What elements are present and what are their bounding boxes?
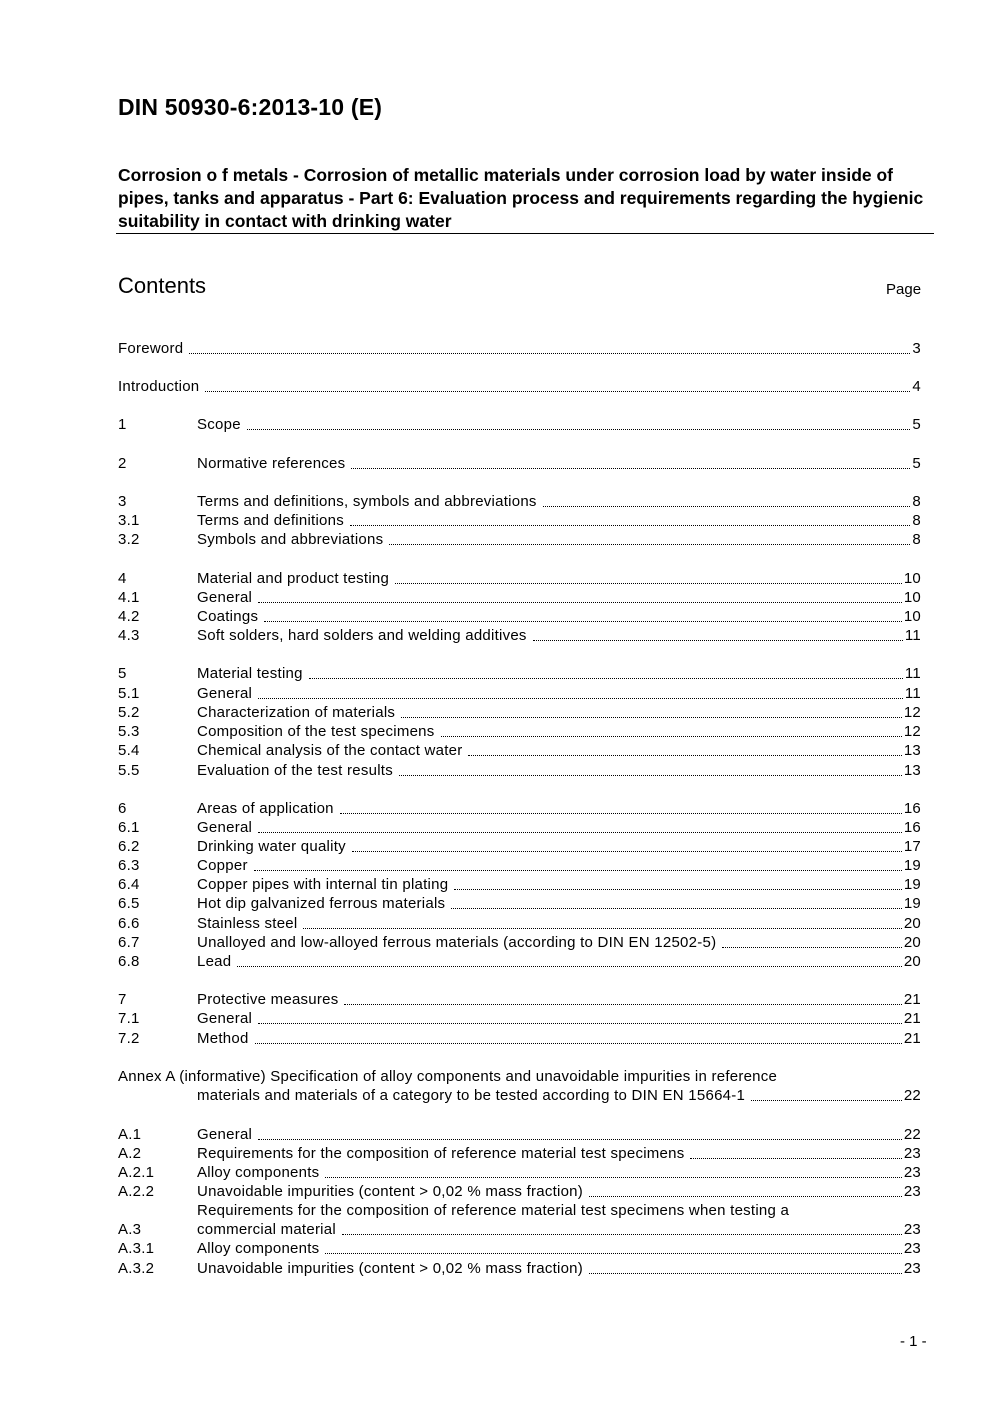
toc-entry[interactable] [118, 952, 921, 971]
toc-entry-text-line1: Requirements for the composition of reference material test specimens when testing a [197, 1202, 790, 1219]
toc-entry[interactable] [118, 1182, 921, 1201]
toc-entry-page: 22 [903, 1126, 921, 1143]
toc-entry-page: 13 [903, 762, 921, 779]
toc-entry-title: materials and materials of a category to be tested according to DIN EN 15664-1 [197, 1087, 746, 1104]
toc-entry-number: 3 [118, 493, 127, 510]
toc-entry-page: 23 [903, 1221, 921, 1238]
toc-entry-number: 5 [118, 665, 127, 682]
toc-entry[interactable] [118, 415, 921, 434]
toc-entry-page: 13 [903, 742, 921, 759]
contents-heading: Contents [118, 273, 207, 298]
dot-leader [722, 947, 901, 948]
toc-entry-number: 7.2 [118, 1030, 140, 1047]
toc-entry[interactable] [118, 377, 921, 396]
toc-entry[interactable] [118, 492, 921, 511]
toc-entry-page: 5 [912, 455, 921, 472]
dot-leader [255, 1043, 902, 1044]
dot-leader [690, 1158, 901, 1159]
page-column-heading: Page [886, 281, 922, 298]
toc-entry[interactable] [118, 1259, 921, 1278]
toc-entry-page: 4 [912, 378, 921, 395]
toc-entry-page: 3 [912, 340, 921, 357]
toc-entry-title: Scope [197, 416, 241, 433]
toc-entry[interactable] [118, 1125, 921, 1144]
toc-entry-title: Normative references [197, 455, 346, 472]
toc-entry-title: Unalloyed and low-alloyed ferrous materials (according to DIN EN 12502-5) [197, 934, 717, 951]
toc-entry-number: 7.1 [118, 1010, 140, 1027]
dot-leader [533, 640, 903, 641]
toc-entry[interactable] [118, 626, 921, 645]
toc-entry-number: A.3.2 [118, 1260, 155, 1277]
toc-entry-page: 12 [903, 704, 921, 721]
toc-entry-page: 8 [912, 531, 921, 548]
page-number: - 1 - [900, 1333, 927, 1350]
toc-entry-title: General [197, 1010, 253, 1027]
toc-entry-title: Protective measures [197, 991, 339, 1008]
toc-entry[interactable] [118, 1163, 921, 1182]
toc-entry-title: Lead [197, 953, 232, 970]
dot-leader [543, 506, 911, 507]
dot-leader [441, 736, 902, 737]
toc-entry-title: Evaluation of the test results [197, 762, 393, 779]
dot-leader [325, 1253, 901, 1254]
document-title: Corrosion o f metals - Corrosion of metallic materials under corrosion load by water inside of pipes, tanks and apparatus - Part 6: Evaluation process and requirements regarding the hygienic suitability in contact with drinking water [118, 165, 924, 231]
toc-entry-title: Requirements for the composition of reference material test specimens [197, 1145, 685, 1162]
dot-leader [395, 583, 902, 584]
dot-leader [254, 870, 902, 871]
dot-leader [399, 775, 902, 776]
toc-entry-number: A.2.1 [118, 1164, 155, 1181]
title-divider [116, 233, 934, 234]
toc-entry-title: Material testing [197, 665, 303, 682]
toc-entry-title: Soft solders, hard solders and welding additives [197, 627, 527, 644]
toc-entry[interactable] [118, 1220, 921, 1239]
toc-entry[interactable] [118, 1144, 921, 1163]
dot-leader [258, 698, 903, 699]
toc-entry-title: Alloy components [197, 1240, 320, 1257]
toc-entry-page: 16 [903, 819, 921, 836]
toc-entry-title: Stainless steel [197, 915, 298, 932]
toc-entry-title: Drinking water quality [197, 838, 346, 855]
toc-entry-number: 6.5 [118, 895, 140, 912]
toc-entry-number: A.1 [118, 1126, 142, 1143]
toc-entry-page: 10 [903, 589, 921, 606]
toc-entry-page: 23 [903, 1145, 921, 1162]
toc-entry[interactable] [118, 664, 921, 683]
dot-leader [237, 966, 901, 967]
dot-leader [205, 391, 910, 392]
toc-entry[interactable] [118, 990, 921, 1009]
toc-entry[interactable] [118, 684, 921, 703]
toc-entry-title: Chemical analysis of the contact water [197, 742, 463, 759]
toc-entry[interactable] [118, 761, 921, 780]
toc-entry-number: 6.4 [118, 876, 140, 893]
toc-entry[interactable] [118, 933, 921, 952]
dot-leader [258, 1139, 902, 1140]
toc-entry-title: General [197, 685, 253, 702]
toc-entry-title: Symbols and abbreviations [197, 531, 384, 548]
toc-entry-number: 3.1 [118, 512, 140, 529]
toc-entry-title: Terms and definitions, symbols and abbreviations [197, 493, 537, 510]
toc-entry-title: Introduction [118, 378, 200, 395]
toc-entry-page: 16 [903, 800, 921, 817]
toc-entry-title: General [197, 589, 253, 606]
toc-entry-title: Coatings [197, 608, 259, 625]
toc-entry-page: 20 [903, 953, 921, 970]
dot-leader [589, 1196, 902, 1197]
toc-entry[interactable] [118, 530, 921, 549]
toc-entry[interactable] [118, 511, 921, 530]
toc-entry[interactable] [118, 569, 921, 588]
toc-entry-number: 4 [118, 570, 127, 587]
toc-entry[interactable] [118, 799, 921, 818]
toc-entry-number: 4.3 [118, 627, 140, 644]
toc-entry-page: 19 [903, 895, 921, 912]
toc-entry-title: General [197, 1126, 253, 1143]
toc-entry[interactable] [118, 1009, 921, 1028]
toc-entry-page: 11 [904, 627, 921, 644]
toc-entry-page: 21 [903, 991, 921, 1008]
toc-entry[interactable] [118, 454, 921, 473]
toc-entry-page: 19 [903, 876, 921, 893]
toc-entry[interactable] [118, 1029, 921, 1048]
toc-entry-page: 19 [903, 857, 921, 874]
toc-entry-title: Method [197, 1030, 249, 1047]
toc-entry-number: 5.3 [118, 723, 140, 740]
toc-entry-text-line1: Annex A (informative) Specification of alloy components and unavoidable impurities in reference [118, 1068, 778, 1085]
toc-entry-title: Areas of application [197, 800, 334, 817]
toc-entry-number: 6 [118, 800, 127, 817]
toc-entry-number: A.3.1 [118, 1240, 155, 1257]
dot-leader [451, 908, 902, 909]
toc-entry-page: 8 [912, 512, 921, 529]
toc-entry-number: 5.1 [118, 685, 140, 702]
toc-entry[interactable] [118, 914, 921, 933]
toc-entry-page: 20 [903, 934, 921, 951]
dot-leader [751, 1100, 902, 1101]
toc-entry-number: 6.8 [118, 953, 140, 970]
toc-entry-number: 2 [118, 455, 127, 472]
toc-entry[interactable] [118, 856, 921, 875]
dot-leader [258, 1023, 902, 1024]
toc-entry-title: commercial material [197, 1221, 336, 1238]
toc-entry-page: 23 [903, 1260, 921, 1277]
toc-entry-page: 23 [903, 1183, 921, 1200]
toc-entry-title: Terms and definitions [197, 512, 344, 529]
document-id: DIN 50930-6:2013-10 (E) [118, 94, 383, 120]
dot-leader [468, 755, 901, 756]
toc-entry[interactable] [118, 703, 921, 722]
dot-leader [303, 928, 901, 929]
toc-entry-title: Unavoidable impurities (content > 0,02 % mass fraction) [197, 1183, 584, 1200]
toc-entry[interactable] [118, 1239, 921, 1258]
dot-leader [389, 544, 910, 545]
toc-entry-title: Alloy components [197, 1164, 320, 1181]
toc-entry-title: Unavoidable impurities (content > 0,02 % mass fraction) [197, 1260, 584, 1277]
toc-entry-number: 6.7 [118, 934, 140, 951]
toc-entry-title: Characterization of materials [197, 704, 396, 721]
toc-entry[interactable] [118, 339, 921, 358]
toc-entry-number: 6.3 [118, 857, 140, 874]
toc-entry-page: 23 [903, 1164, 921, 1181]
toc-entry-page: 21 [903, 1010, 921, 1027]
toc-entry[interactable] [118, 607, 921, 626]
toc-entry-number: 6.2 [118, 838, 140, 855]
dot-leader [309, 678, 903, 679]
toc-entry-page: 8 [912, 493, 921, 510]
toc-entry-title: Composition of the test specimens [197, 723, 435, 740]
dot-leader [352, 851, 902, 852]
toc-entry-title: Hot dip galvanized ferrous materials [197, 895, 446, 912]
toc-entry[interactable] [118, 875, 921, 894]
toc-entry-page: 11 [904, 685, 921, 702]
toc-entry-page: 11 [904, 665, 921, 682]
toc-entry[interactable] [118, 818, 921, 837]
toc-entry-title: Material and product testing [197, 570, 390, 587]
toc-entry-number: 6.6 [118, 915, 140, 932]
dot-leader [189, 353, 910, 354]
toc-entry[interactable] [118, 722, 921, 741]
toc-entry-number: 7 [118, 991, 127, 1008]
toc-entry-number: A.2 [118, 1145, 142, 1162]
toc-entry-page: 22 [903, 1087, 921, 1104]
toc-entry-title: Copper [197, 857, 248, 874]
toc-entry-page: 10 [903, 570, 921, 587]
toc-entry-title: Copper pipes with internal tin plating [197, 876, 449, 893]
toc-entry-title: General [197, 819, 253, 836]
toc-entry-number: 5.4 [118, 742, 140, 759]
toc-entry-number: 4.2 [118, 608, 140, 625]
dot-leader [344, 1004, 901, 1005]
toc-entry-number: 5.5 [118, 762, 140, 779]
dot-leader [258, 602, 902, 603]
toc-entry-page: 21 [903, 1030, 921, 1047]
dot-leader [258, 832, 902, 833]
toc-entry-page: 20 [903, 915, 921, 932]
toc-entry-page: 5 [912, 416, 921, 433]
toc-entry-page: 12 [903, 723, 921, 740]
dot-leader [247, 429, 911, 430]
dot-leader [350, 525, 910, 526]
dot-leader [342, 1234, 902, 1235]
toc-entry-number: 1 [118, 416, 127, 433]
toc-entry[interactable] [118, 1086, 921, 1105]
toc-entry-number: A.3 [118, 1221, 142, 1238]
dot-leader [325, 1177, 901, 1178]
dot-leader [351, 468, 910, 469]
toc-entry-number: 5.2 [118, 704, 140, 721]
toc-entry[interactable] [118, 741, 921, 760]
toc-entry-number: 6.1 [118, 819, 140, 836]
toc-entry[interactable] [118, 894, 921, 913]
dot-leader [264, 621, 902, 622]
toc-entry-number: 3.2 [118, 531, 140, 548]
toc-entry[interactable] [118, 588, 921, 607]
dot-leader [454, 889, 902, 890]
toc-entry[interactable] [118, 837, 921, 856]
toc-entry-page: 23 [903, 1240, 921, 1257]
toc-entry-page: 17 [903, 838, 921, 855]
dot-leader [589, 1273, 902, 1274]
dot-leader [340, 813, 902, 814]
toc-entry-number: 4.1 [118, 589, 140, 606]
toc-entry-page: 10 [903, 608, 921, 625]
toc-entry-number: A.2.2 [118, 1183, 155, 1200]
dot-leader [401, 717, 902, 718]
toc-entry-title: Foreword [118, 340, 184, 357]
